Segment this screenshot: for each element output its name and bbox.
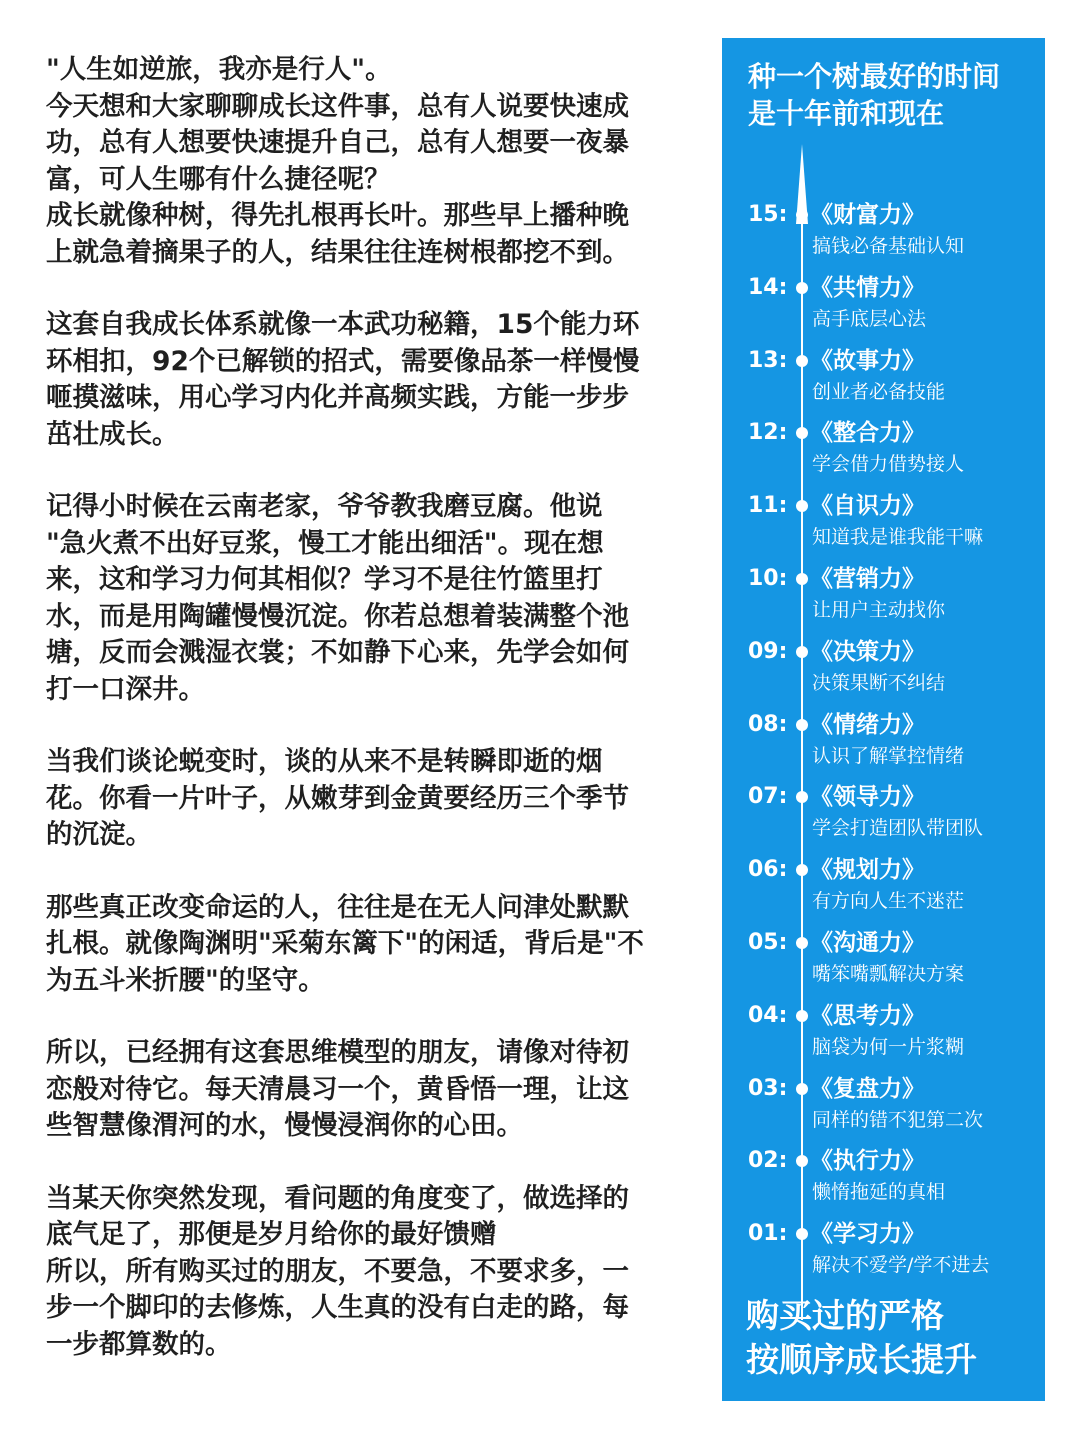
entry-name: 《营销力》 [810,566,925,592]
timeline-entry [722,1001,1045,1074]
entry-number: 03: [748,1075,788,1101]
article-line: 上就急着摘果子的人，结果往往连树根都挖不到。 [46,236,629,268]
timeline-entry [722,1074,1045,1147]
article-line: 所以，所有购买过的朋友，不要急，不要求多，一 [46,1255,629,1287]
timeline-dot-icon [796,500,808,512]
panel-footer [746,1294,977,1382]
article-line: 所以，已经拥有这套思维模型的朋友，请像对待初 [46,1037,629,1068]
article-line: 茁壮成长。 [46,418,179,450]
timeline-dot-icon [796,937,808,949]
entry-name: 《财富力》 [810,202,925,228]
panel-footer-line-2: 按顺序成长提升 [746,1340,977,1379]
entry-name: 《决策力》 [810,638,925,665]
article-line: 步一个脚印的去修炼，人生真的没有白走的路，每 [46,1292,629,1323]
panel-title [748,58,1000,132]
article-line: 那些真正改变命运的人，往往是在无人问津处默默 [46,891,629,923]
article-line: 成长就像种树，得先扎根再长叶。那些早上播种晚 [46,200,629,231]
article-line: 水，而是用陶罐慢慢沉淀。你若总想着装满整个池 [46,600,629,632]
panel-title-line-1: 种一个树最好的时间 [748,60,1001,93]
timeline-entry [722,710,1045,783]
entry-number: 14: [748,274,788,300]
entry-description: 学会打造团队带团队 [812,817,984,840]
entry-description: 有方向人生不迷茫 [812,890,965,913]
timeline-dot-icon [796,646,808,658]
entry-number: 15: [748,202,788,227]
entry-number: 08: [748,711,788,737]
entry-description: 让用户主动找你 [812,599,946,621]
entry-number: 01: [748,1221,788,1247]
timeline-entry [722,1219,1045,1292]
panel-title-line-2: 是十年前和现在 [748,97,945,130]
timeline-dot-icon [796,282,808,294]
entry-number: 09: [748,638,788,664]
entry-number: 02: [748,1148,788,1174]
article-paragraph [46,52,716,271]
timeline-dot-icon [796,719,808,731]
entry-name: 《思考力》 [810,1002,925,1029]
article-line: 打一口深井。 [46,673,205,705]
entry-description: 认识了解掌控情绪 [812,744,965,767]
entry-name: 《执行力》 [810,1148,925,1175]
entry-name: 《整合力》 [810,420,925,447]
article-paragraph [46,744,716,854]
entry-description: 知道我是谁我能干嘛 [812,526,984,549]
article-line: 恋般对待它。每天清晨习一个，黄昏悟一理，让这 [46,1073,629,1105]
entry-description: 解决不爱学/学不进去 [812,1254,990,1277]
entry-number: 11: [748,493,788,519]
article-line: 塘，反而会溅湿衣裳；不如静下心来，先学会如何 [46,637,629,668]
entry-description: 懒惰拖延的真相 [812,1181,946,1204]
entry-number: 12: [748,420,788,446]
article-paragraph [46,890,716,1000]
article-line: 来，这和学习力何其相似？学习不是往竹篮里打 [46,564,603,595]
article-line: 富，可人生哪有什么捷径呢？ [46,163,391,195]
article-line: 当我们谈论蜕变时，谈的从来不是转瞬即逝的烟 [46,746,603,777]
article-line: 咂摸滋味，用心学习内化并高频实践，方能一步步 [46,382,629,413]
timeline-entry [722,855,1045,928]
entry-number: 07: [748,784,788,810]
timeline-entry [722,273,1045,346]
article-line: 扎根。就像陶渊明"采菊东篱下"的闲适，背后是"不 [46,928,644,959]
timeline-dot-icon [796,1228,808,1240]
article-line: 花。你看一片叶子，从嫩芽到金黄要经历三个季节 [46,782,629,814]
entry-description: 搞钱必备基础认知 [812,235,965,257]
entry-description: 决策果断不纠结 [812,671,946,694]
timeline-entry [722,491,1045,564]
timeline-dot-icon [796,791,808,803]
entry-number: 04: [748,1002,788,1028]
entry-number: 13: [748,347,788,373]
article-line: 环相扣，92个已解锁的招式，需要像品茶一样慢慢 [46,345,640,377]
timeline-entry [722,564,1045,637]
article-paragraph [46,1181,716,1364]
entry-description: 脑袋为何一片浆糊 [812,1035,965,1058]
timeline-dot-icon [796,573,808,585]
entry-name: 《领导力》 [810,784,925,811]
article-line: 今天想和大家聊聊成长这件事，总有人说要快速成 [46,90,629,122]
article-line: 当某天你突然发现，看问题的角度变了，做选择的 [46,1182,629,1214]
entry-name: 《情绪力》 [810,711,925,738]
timeline-entry [722,418,1045,491]
article-line: 一步都算数的。 [46,1328,232,1360]
timeline-entry [722,200,1045,273]
article-line: 这套自我成长体系就像一本武功秘籍，15个能力环 [46,309,640,340]
article-line: 的沉淀。 [46,819,152,850]
entry-name: 《复盘力》 [810,1075,925,1102]
entry-name: 《规划力》 [810,857,925,884]
entry-description: 学会借力借势接人 [812,453,965,476]
entry-description: 高手底层心法 [812,307,927,330]
entry-name: 《共情力》 [810,274,925,301]
panel-footer-line-1: 购买过的严格 [746,1296,944,1335]
article-line: "急火煮不出好豆浆，慢工才能出细活"。现在想 [46,527,604,559]
entry-name: 《故事力》 [810,347,925,374]
article-line: 些智慧像渭河的水，慢慢浸润你的心田。 [46,1110,523,1141]
article-body [46,52,716,1399]
timeline-dot-icon [796,209,808,221]
ability-timeline-panel [722,38,1045,1401]
timeline-entry [722,637,1045,710]
article-line: 记得小时候在云南老家，爷爷教我磨豆腐。他说 [46,491,603,522]
entry-number: 10: [748,566,788,591]
entry-name: 《学习力》 [810,1221,925,1248]
entry-number: 06: [748,857,788,883]
entry-name: 《沟通力》 [810,930,925,956]
article-paragraph [46,307,716,453]
timeline-dot-icon [796,1155,808,1167]
entry-number: 05: [748,930,788,955]
timeline-dot-icon [796,1010,808,1022]
article-line: "人生如逆旅，我亦是行人"。 [46,54,392,85]
article-line: 底气足了，那便是岁月给你的最好馈赠 [46,1219,497,1250]
entry-description: 嘴笨嘴瓢解决方案 [812,963,965,985]
timeline-entry [722,928,1045,1001]
timeline-entry [722,1146,1045,1219]
timeline-entry [722,782,1045,855]
article-paragraph [46,489,716,708]
timeline-dot-icon [796,1083,808,1095]
article-paragraph [46,1035,716,1145]
entry-name: 《自识力》 [810,493,925,520]
timeline-dot-icon [796,864,808,876]
entry-description: 同样的错不犯第二次 [812,1108,984,1131]
article-line: 功，总有人想要快速提升自己，总有人想要一夜暴 [46,127,629,158]
timeline-entry [722,346,1045,419]
timeline-dot-icon [796,355,808,367]
article-line: 为五斗米折腰"的坚守。 [46,964,325,996]
timeline-dot-icon [796,427,808,439]
entry-description: 创业者必备技能 [812,380,946,403]
